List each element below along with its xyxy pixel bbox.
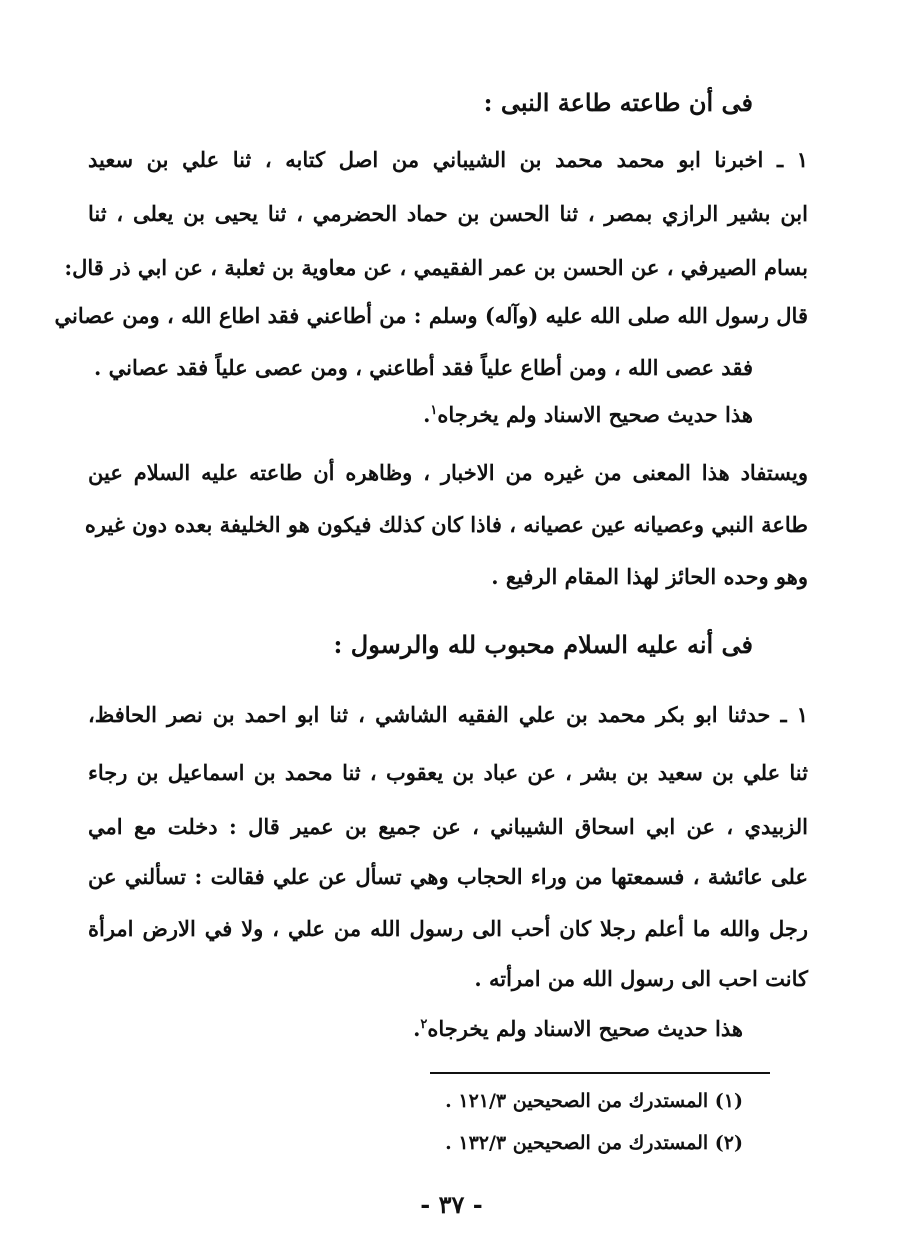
section2-line-1: ١ ـ حدثنا ابو بكر محمد بن علي الفقيه الشاشي ، ثنا ابو احمد بن نصر الحافظ، [88, 702, 808, 727]
footnote-1: (١) المستدرك من الصحيحين ١٢١/٣ . [445, 1090, 743, 1112]
section2-heading: فى أنه عليه السلام محبوب لله والرسول : [333, 630, 753, 659]
section2-line-4: على عائشة ، فسمعتها من وراء الحجاب وهي تسأل عن علي فقالت : تسألني عن [88, 864, 808, 889]
section2-line-2: ثنا علي بن سعيد بن بشر ، عن عباد بن يعقوب ، ثنا محمد بن اسماعيل بن رجاء [88, 760, 808, 785]
section1-commentary-3: وهو وحده الحائز لهذا المقام الرفيع . [491, 564, 808, 589]
section1-commentary-2: طاعة النبي وعصيانه عين عصيانه ، فاذا كان كذلك فيكون هو الخليفة بعده دون غيره [84, 512, 808, 537]
footnote-2: (٢) المستدرك من الصحيحين ١٣٢/٣ . [445, 1132, 743, 1154]
section2-line-3: الزبيدي ، عن ابي اسحاق الشيباني ، عن جميع بن عمير قال : دخلت مع امي [88, 814, 808, 839]
section1-line-4: قال رسول الله صلى الله عليه (وآله) وسلم : من أطاعني فقد اطاع الله ، ومن عصاني [54, 303, 808, 328]
section1-heading: فى أن طاعته طاعة النبى : [483, 88, 753, 117]
section2-line-6: كانت احب الى رسول الله من امرأته . [474, 966, 808, 991]
section2-grading-period: . [413, 1016, 421, 1041]
page-number: - ٣٧ - [420, 1190, 483, 1219]
section1-line-5: فقد عصى الله ، ومن أطاع علياً فقد أطاعني ، ومن عصى علياً فقد عصاني . [94, 355, 753, 380]
section1-grading-period: . [423, 402, 431, 427]
footnote-divider [430, 1072, 770, 1074]
section1-grading-text: هذا حديث صحيح الاسناد ولم يخرجاه [437, 402, 753, 427]
section2-line-5: رجل والله ما أعلم رجلا كان أحب الى رسول الله من علي ، ولا في الارض امرأة [88, 916, 808, 941]
section2-grading-text: هذا حديث صحيح الاسناد ولم يخرجاه [427, 1016, 743, 1041]
section2-grading [413, 1016, 743, 1041]
footnote-ref-1: ١ [430, 403, 438, 418]
section1-grading [423, 402, 753, 427]
section1-line-1: ١ ـ اخبرنا ابو محمد محمد بن الشيباني من اصل كتابه ، ثنا علي بن سعيد [88, 147, 808, 172]
section1-line-2: ابن بشير الرازي بمصر ، ثنا الحسن بن حماد الحضرمي ، ثنا يحيى بن يعلى ، ثنا [88, 201, 808, 226]
section1-line-3: بسام الصيرفي ، عن الحسن بن عمر الفقيمي ، عن معاوية بن ثعلبة ، عن ابي ذر قال: [64, 255, 808, 280]
footnote-ref-2: ٢ [420, 1017, 428, 1032]
section1-commentary-1: ويستفاد هذا المعنى من غيره من الاخبار ، وظاهره أن طاعته عليه السلام عين [88, 460, 808, 485]
